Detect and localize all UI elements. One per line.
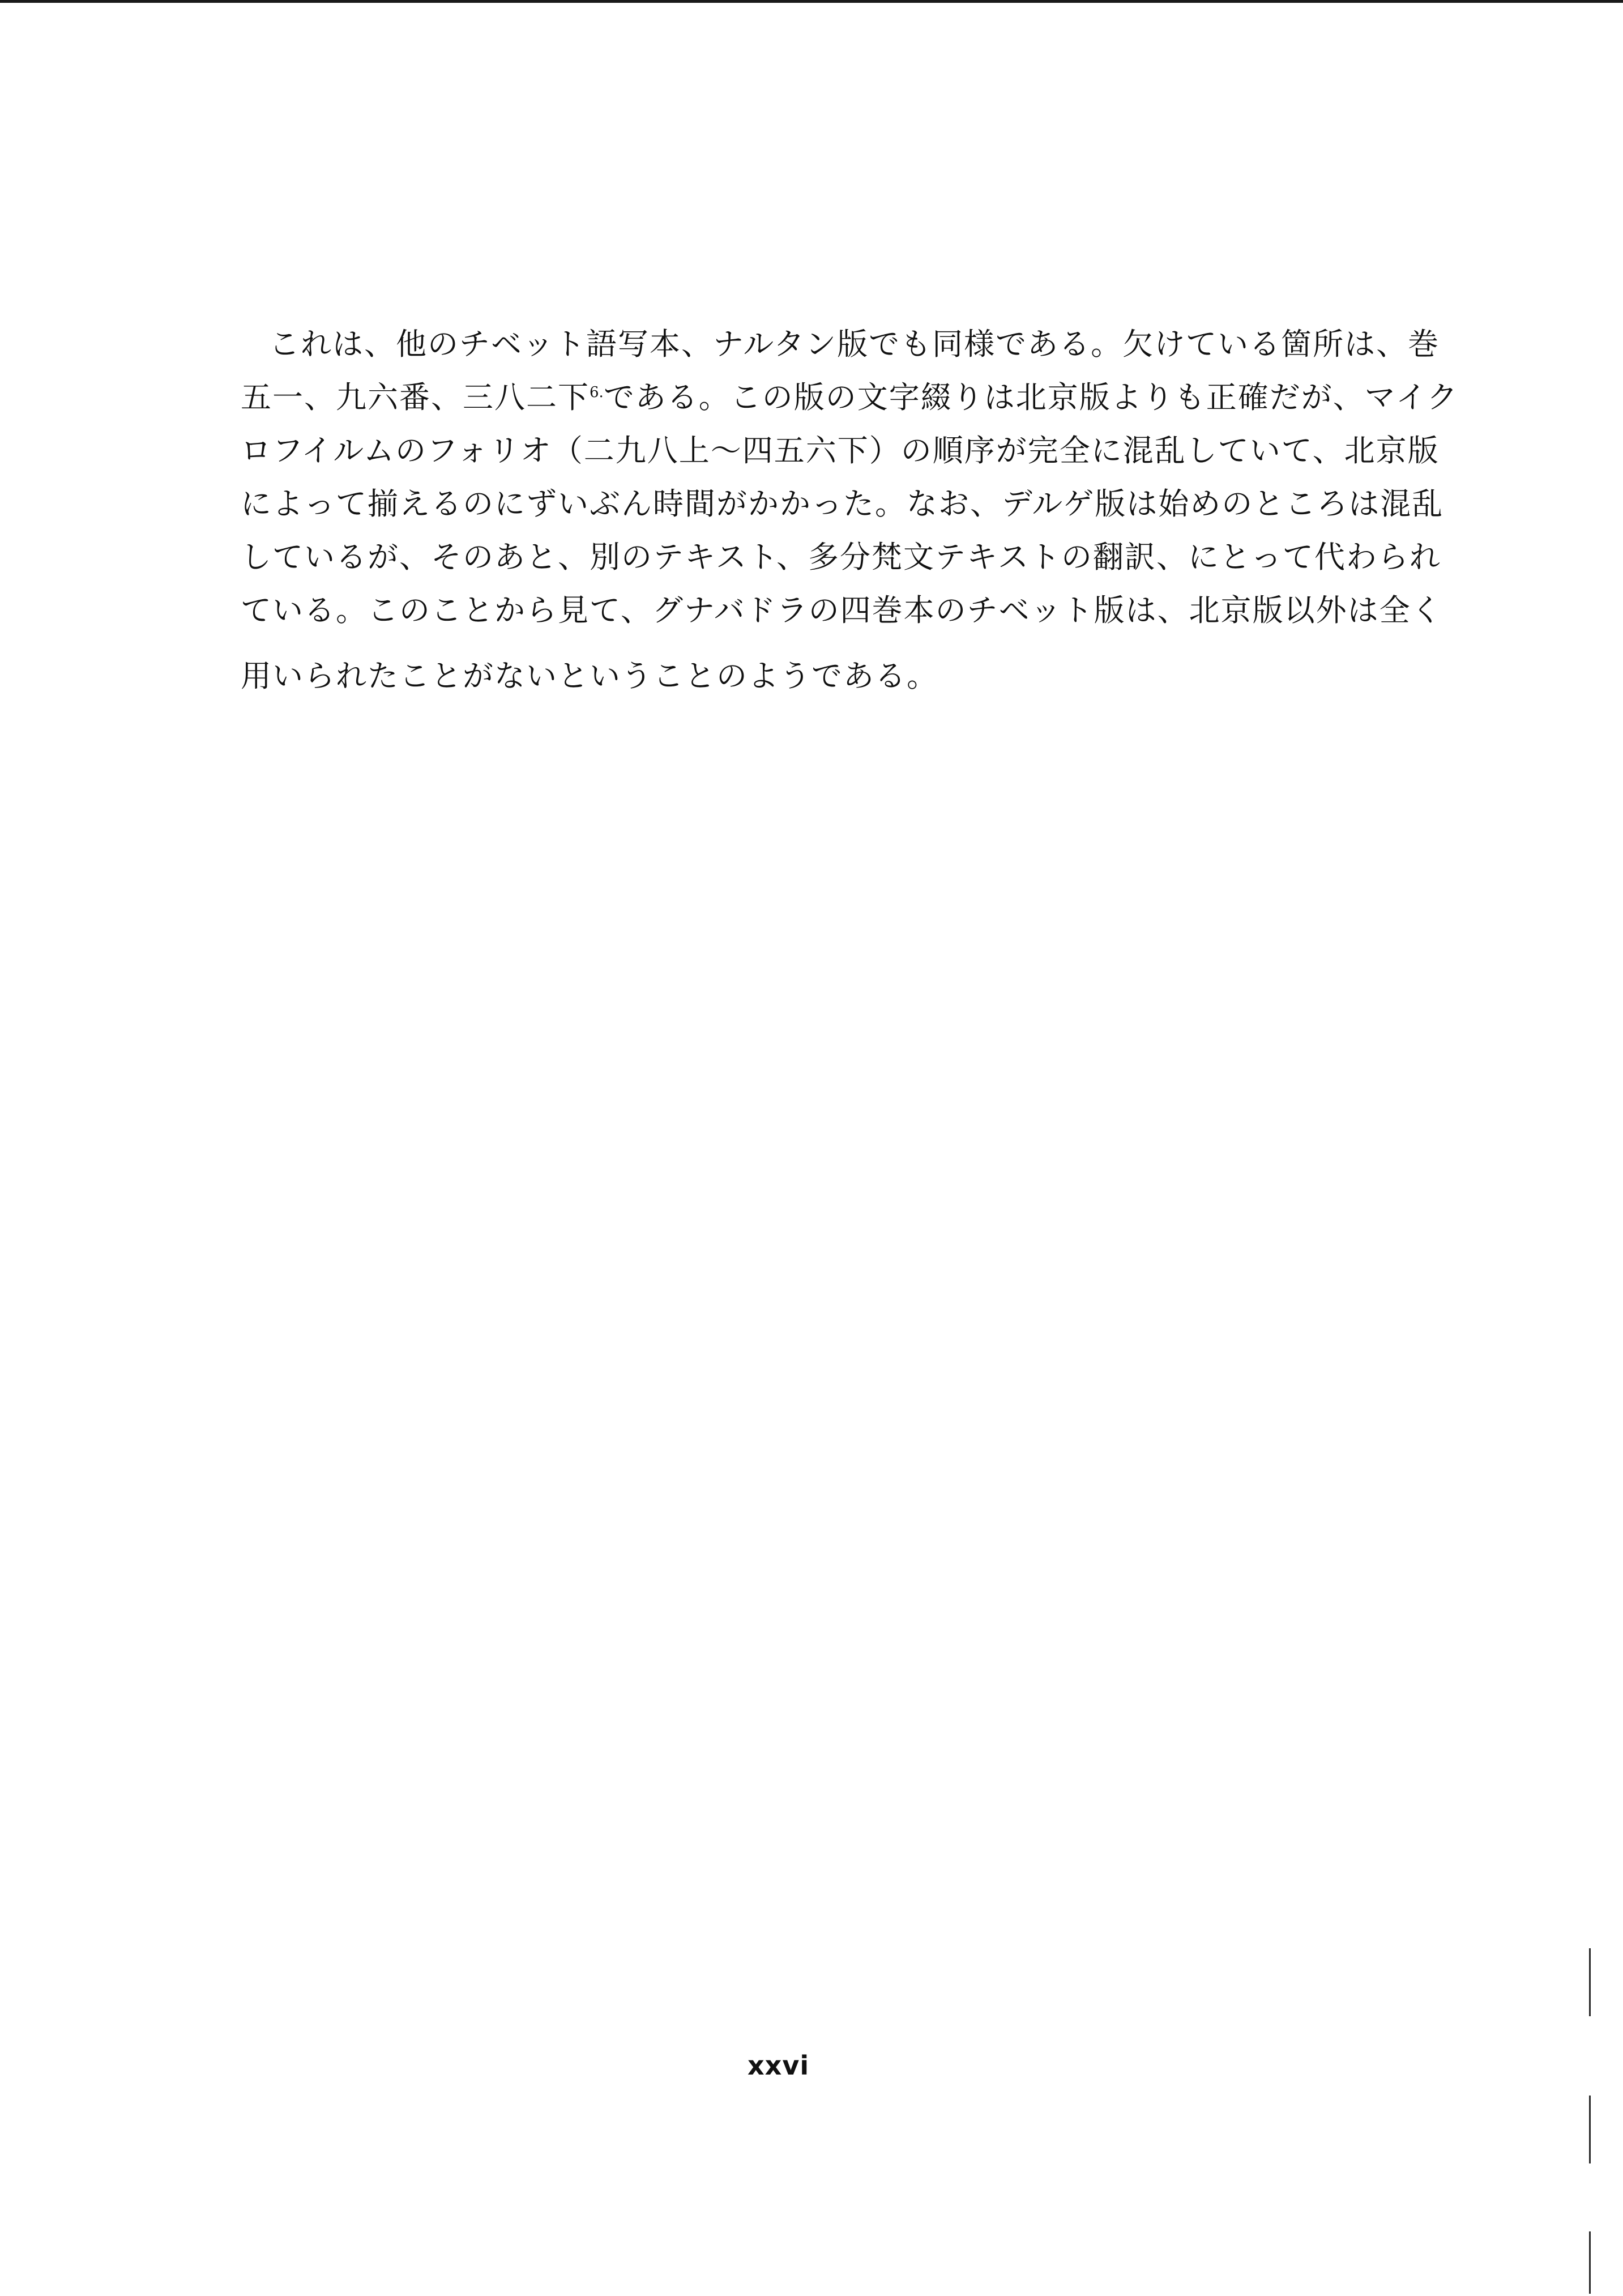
scan-edge-mark [1589, 2231, 1591, 2294]
top-border-rule [0, 0, 1623, 3]
page-number: xxvi [748, 2050, 810, 2081]
paragraph-line: によって揃えるのにずいぶん時間がかかった。なお、デルゲ版は始めのところは混乱 [241, 486, 1444, 522]
paragraph-line-text: である。この版の文字綴りは北京版よりも正確だが、マイク [603, 379, 1459, 415]
body-paragraph [241, 326, 1459, 714]
paragraph-line: これは、他のチベット語写本、ナルタン版でも同様である。欠けている箇所は、巻 [269, 326, 1440, 362]
scan-edge-mark [1589, 1948, 1591, 2016]
scan-edge-mark [1589, 2096, 1591, 2163]
paragraph-line [241, 379, 1459, 415]
paragraph-line: 用いられたことがないということのようである。 [241, 658, 938, 694]
paragraph-line-text: 五一、九六番、三八二下 [241, 379, 590, 415]
paragraph-line: ている。このことから見て、グナバドラの四巻本のチベット版は、北京版以外は全く [241, 592, 1443, 628]
paragraph-line: しているが、そのあと、別のテキスト、多分梵文テキストの翻訳、にとって代わられ [241, 539, 1441, 575]
paragraph-line: ロフイルムのフォリオ（二九八上〜四五六下）の順序が完全に混乱していて、北京版 [241, 433, 1440, 468]
footnote-reference: 6. [590, 384, 604, 401]
